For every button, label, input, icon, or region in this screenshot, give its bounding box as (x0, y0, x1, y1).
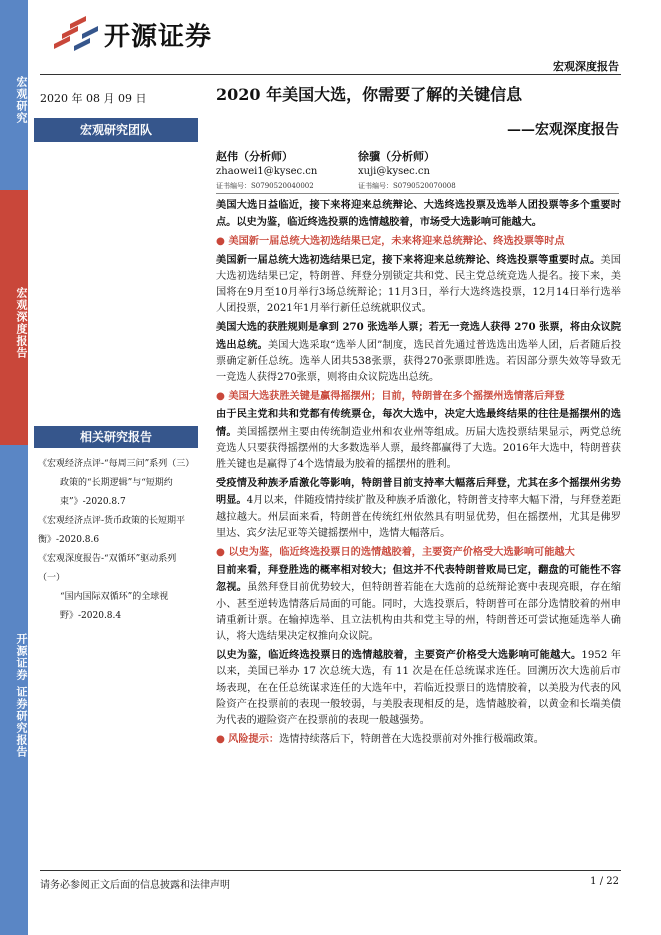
analyst-cert: 证书编号：S0790520070008 (358, 182, 456, 190)
analyst-name: 徐骥（分析师） (358, 150, 435, 163)
bullet-icon: ● (216, 734, 225, 746)
risk-label: 风险提示： (228, 733, 280, 746)
analyst-divider (216, 193, 619, 194)
section-heading (216, 233, 621, 249)
paragraph-lead: 由于民主党和共和党都有传统票仓，每次大选中，决定大选最终结果的往往是摇摆州的选情。 (216, 408, 621, 438)
paragraph-lead: 以史为鉴，临近终选投票日的选情越胶着，主要资产价格受大选影响可能越大。 (216, 649, 582, 662)
related-reports-list (38, 455, 198, 626)
logo-icon (48, 14, 100, 54)
report-date: 2020 年 08 月 09 日 (40, 92, 147, 105)
sidebar-section-report: 宏观深度报告 (0, 190, 28, 445)
related-report-item[interactable]: 《宏观深度报告-“双循环”驱动系列（一） (38, 554, 177, 583)
report-body (216, 197, 621, 751)
report-type-label: 宏观深度报告 (553, 60, 619, 73)
intro-text: 美国大选日益临近，接下来将迎来总统辩论、大选终选投票及选举人团投票等多个重要时点。以史为鉴，临近终选投票的选情越胶着，市场受大选影响可能越大。 (216, 199, 621, 229)
related-report-item[interactable]: “国内国际双循环”的全球视野》-2020.8.4 (60, 592, 169, 621)
company-logo (48, 14, 212, 54)
paragraph-text: 虽然拜登目前优势较大，但特朗普若能在大选前的总统辩论赛中表现亮眼，存在缩小、甚至逆转选情落后局面的可能。同时，大选投票后，特朗普可在部分选情胶着的州申请重新计票。在输掉选举、且立法机构由共和党主导的州，特朗普还可尝试拖延选举人确认，将大选结果决定权推向众议院。 (216, 582, 621, 643)
header-divider (40, 74, 621, 75)
section-heading-text: 以史为鉴，临近终选投票日的选情越胶着，主要资产价格受大选影响可能越大 (228, 546, 575, 559)
paragraph-text: 1952 年以来，美国已举办 17 次总统大选，有 11 次是在任总统谋求连任。回溯历次大选前后市场表现，在在任总统谋求连任的大选年中，若临近投票日的选情胶着，以美股为代表的风险资产在投票前的表现一般较弱，与美股表现相反的是，选情越胶着，以黄金和长端美债为代表的避险资产在投票前的表现一般越强势。 (216, 650, 621, 727)
paragraph-lead: 美国大选的获胜规则是拿到 270 张选举人票；若无一竞选人获得 270 张票，将由众议院选出总统。 (216, 321, 621, 351)
analyst-card (358, 149, 456, 194)
bullet-icon: ● (216, 235, 225, 248)
section-heading (216, 388, 621, 404)
body-paragraph (216, 475, 621, 542)
footer-disclaimer: 请务必参阅正文后面的信息披露和法律声明 (40, 880, 230, 891)
paragraph-text: 美国摇摆州主要由传统制造业州和农业州等组成。历届大选投票结果显示，两党总统竞选人只要获得摇摆州的大多数选举人票，最终都赢得了大选。2016年大选中，特朗普获胜关键也是赢得了4个选情最为胶着的摇摆州的胜利。 (216, 426, 621, 471)
paragraph-lead: 受疫情及种族矛盾激化等影响，特朗普目前支持率大幅落后拜登，尤其在多个摇摆州劣势明显。 (216, 477, 621, 507)
body-paragraph (216, 252, 621, 318)
team-label: 宏观研究团队 (34, 118, 198, 142)
risk-text: 选情持续落后下，特朗普在大选投票前对外推行极端政策。 (279, 734, 544, 746)
paragraph-text: 美国大选采取“选举人团”制度，选民首先通过普选选出选举人团，后者随后投票确定新任总统。选举人团共538张票，获得270张票即胜选。若因部分票失效等导致无一竞选人获得270张票，则将由众议院选出总统。 (216, 339, 622, 384)
analyst-email[interactable]: xuji@kysec.cn (358, 166, 430, 177)
risk-warning (216, 731, 621, 748)
sidebar-section-macro: 宏观研究 (0, 0, 28, 190)
body-paragraph (216, 406, 621, 473)
sidebar (0, 0, 28, 935)
section-heading (216, 544, 621, 560)
analyst-name: 赵伟（分析师） (216, 150, 293, 163)
body-paragraph (216, 647, 621, 729)
report-subtitle: ——宏观深度报告 (507, 122, 619, 138)
paragraph-text: 4月以来，伴随疫情持续扩散及种族矛盾激化，特朗普支持率大幅下滑，与拜登差距越拉越大。州层面来看，特朗普在传统红州依然具有明显优势，但在摇摆州，尤其是佛罗里达、宾夕法尼亚等关键摇摆州中，选情大幅落后。 (216, 495, 621, 539)
paragraph-lead: 美国新一届总统大选初选结果已定，接下来将迎来总统辩论、终选投票等重要时点。 (216, 253, 601, 266)
section-heading-text: 美国大选获胜关键是赢得摇摆州；目前，特朗普在多个摇摆州选情落后拜登 (228, 390, 565, 403)
bullet-icon: ● (216, 390, 225, 403)
bullet-icon: ● (216, 546, 225, 559)
logo-text: 开源证券 (104, 21, 213, 52)
report-title: 2020 年美国大选，你需要了解的关键信息 (216, 85, 523, 104)
section-heading-text: 美国新一届总统大选初选结果已定，未来将迎来总统辩论、终选投票等时点 (228, 235, 565, 248)
sidebar-section-brand: 开源证券 证券研究报告 (0, 445, 28, 935)
analyst-card (216, 149, 317, 194)
analyst-cert: 证书编号：S0790520040002 (216, 182, 314, 190)
paragraph-text: 美国大选初选结果已定，特朗普、拜登分别锁定共和党、民主党总统竞选人提名。接下来，美国将在9月至10月举行3场总统辩论；11月3日，举行大选终选投票，12月14日举行选举人团投票，2021年1月举行新任总统就职仪式。 (216, 254, 621, 315)
intro-paragraph (216, 197, 621, 231)
related-report-item[interactable]: 《宏观经济点评-货币政策的长短期平衡》-2020.8.6 (38, 516, 186, 545)
paragraph-lead: 目前来看，拜登胜选的概率相对较大；但这并不代表特朗普败局已定，翻盘的可能性不容忽视。 (216, 564, 621, 594)
related-reports-label: 相关研究报告 (34, 426, 198, 448)
footer-divider (40, 870, 621, 871)
related-report-item[interactable]: 《宏观经济点评-“每周三问”系列（三） (38, 459, 195, 469)
analyst-email[interactable]: zhaowei1@kysec.cn (216, 166, 318, 177)
related-report-item[interactable]: 政策的“长期逻辑”与“短期约束”》-2020.8.7 (60, 478, 173, 507)
body-paragraph (216, 319, 621, 386)
page-number: 1 / 22 (590, 876, 619, 887)
body-paragraph (216, 562, 621, 645)
